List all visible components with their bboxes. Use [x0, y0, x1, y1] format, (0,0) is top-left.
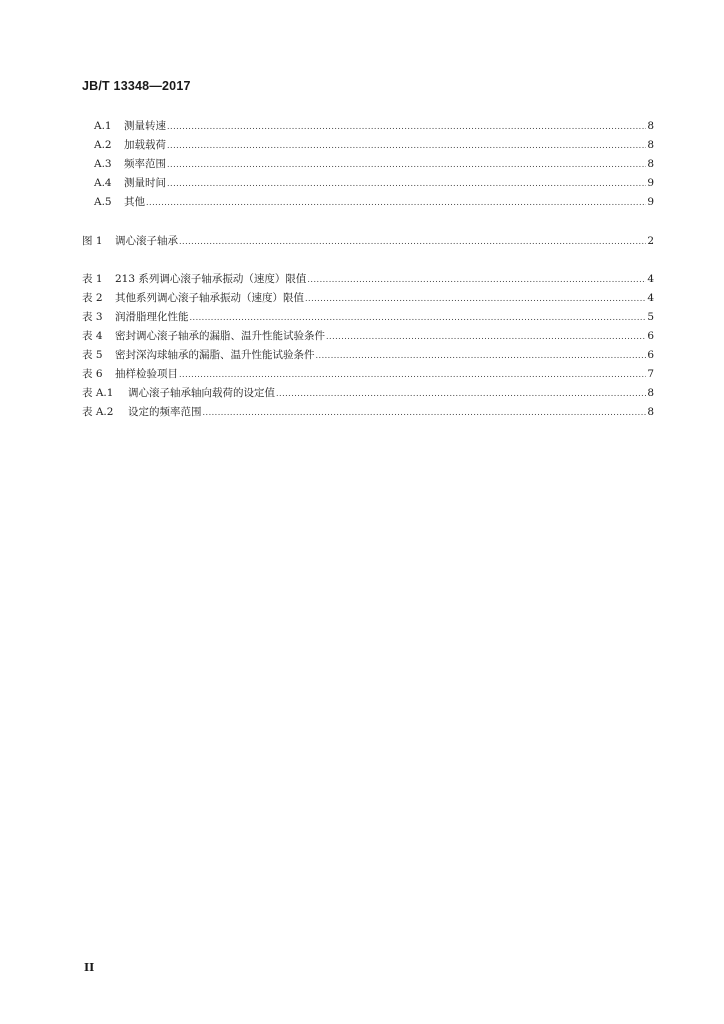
toc-title: 其他 [124, 196, 145, 208]
toc-entry-table-5[interactable] [82, 347, 654, 363]
toc-label: 表 2 [82, 292, 103, 304]
dot-leader [167, 138, 646, 154]
toc-label: 表 A.1 [82, 387, 114, 399]
toc-title: 润滑脂理化性能 [115, 311, 189, 323]
toc-page-number: 6 [647, 349, 654, 361]
toc-entry-a2[interactable] [94, 137, 654, 153]
toc-page-number: 8 [647, 387, 654, 399]
toc-label: A.5 [94, 196, 112, 208]
dot-leader [167, 119, 646, 135]
toc-title: 调心滚子轴承轴向载荷的设定值 [128, 387, 275, 399]
toc-entry-table-a2[interactable] [82, 404, 654, 420]
toc-label: 表 5 [82, 349, 103, 361]
dot-leader [316, 348, 647, 364]
toc-title: 加载载荷 [124, 139, 166, 151]
toc-title: 频率范围 [124, 158, 166, 170]
toc-title: 密封调心滚子轴承的漏脂、温升性能试验条件 [115, 330, 325, 342]
dot-leader [167, 176, 646, 192]
dot-leader [305, 291, 646, 307]
toc-entry-figure-1[interactable] [82, 233, 654, 249]
dot-leader [326, 329, 646, 345]
toc-title: 213 系列调心滚子轴承振动（速度）限值 [115, 273, 307, 285]
toc-page-number: 8 [647, 139, 654, 151]
dot-leader [179, 234, 646, 250]
toc-entry-table-2[interactable] [82, 290, 654, 306]
toc-title: 调心滚子轴承 [115, 235, 178, 247]
toc-label: A.1 [94, 120, 112, 132]
dot-leader [190, 310, 647, 326]
toc-title: 密封深沟球轴承的漏脂、温升性能试验条件 [115, 349, 315, 361]
toc-label: A.2 [94, 139, 112, 151]
toc-page-number: 9 [647, 196, 654, 208]
toc-page-number: 4 [647, 292, 654, 304]
toc-title: 其他系列调心滚子轴承振动（速度）限值 [115, 292, 304, 304]
toc-page-number: 8 [647, 120, 654, 132]
toc-label: 表 6 [82, 368, 103, 380]
toc-entry-a4[interactable] [94, 175, 654, 191]
toc-page-number: 9 [647, 177, 654, 189]
toc-entry-table-3[interactable] [82, 309, 654, 325]
toc-entry-table-1[interactable] [82, 271, 654, 287]
toc-page-number: 6 [647, 330, 654, 342]
dot-leader [146, 195, 646, 211]
toc-label: A.3 [94, 158, 112, 170]
dot-leader [179, 367, 646, 383]
toc-title: 测量时间 [124, 177, 166, 189]
toc-label: A.4 [94, 177, 112, 189]
document-id-header: JB/T 13348—2017 [82, 79, 191, 93]
toc-entry-table-a1[interactable] [82, 385, 654, 401]
toc-page-number: 2 [647, 235, 654, 247]
toc-entry-a3[interactable] [94, 156, 654, 172]
toc-title: 设定的频率范围 [128, 406, 202, 418]
toc-label: 表 4 [82, 330, 103, 342]
toc-entry-table-4[interactable] [82, 328, 654, 344]
toc-label: 表 3 [82, 311, 103, 323]
dot-leader [203, 405, 647, 421]
toc-page-number: 4 [647, 273, 654, 285]
dot-leader [276, 386, 646, 402]
toc-label: 表 A.2 [82, 406, 114, 418]
page-number-footer: II [84, 961, 95, 974]
dot-leader [307, 272, 646, 288]
dot-leader [167, 157, 646, 173]
toc-entry-a5[interactable] [94, 194, 654, 210]
toc-page-number: 8 [647, 406, 654, 418]
toc-page-number: 8 [647, 158, 654, 170]
toc-entry-a1[interactable] [94, 118, 654, 134]
toc-title: 测量转速 [124, 120, 166, 132]
toc-label: 图 1 [82, 235, 103, 247]
toc-page-number: 7 [647, 368, 654, 380]
toc-title: 抽样检验项目 [115, 368, 178, 380]
toc-entry-table-6[interactable] [82, 366, 654, 382]
toc-label: 表 1 [82, 273, 103, 285]
toc-page-number: 5 [647, 311, 654, 323]
